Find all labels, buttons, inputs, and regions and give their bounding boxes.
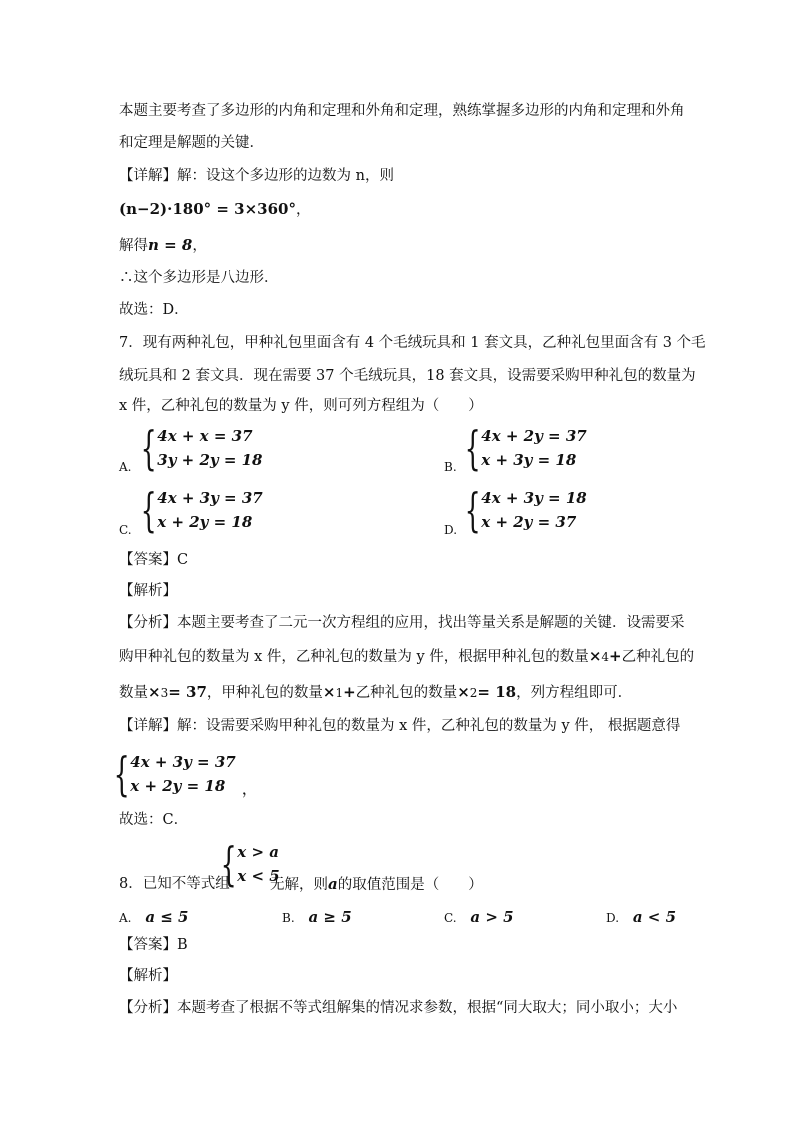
times-symbol: × [457,683,470,701]
q8-answer: 【答案】B [119,937,188,953]
q8-option-b [282,908,352,926]
q7-option-c-eq1: 4x + 3y = 37 [157,489,263,507]
q6-equation-line [119,199,310,220]
brace-icon: { [140,421,157,475]
q8-tail [270,874,483,895]
q6-solve-suffix: ， [192,238,207,254]
q8-option-a [119,908,188,926]
q6-conclusion: ∴这个多边形是八边形． [119,270,279,286]
q7-detail-eq2: x + 2y = 18 [130,776,226,795]
q8-option-d-math: a < 5 [632,908,677,926]
q7-analysis-n2: 2 [469,686,478,700]
times-symbol: × [588,647,602,665]
q8-option-d [606,908,676,926]
q7-option-c-system [140,483,263,537]
q7-analysis-eq-18: = 18 [477,683,517,701]
brace-icon: { [220,837,237,891]
q8-option-c-math: a > 5 [470,908,514,926]
q8-eq1: x > a [237,843,279,861]
q7-option-b-label: B. [444,460,457,474]
q7-option-c-eq2: x + 2y = 18 [157,513,253,531]
q7-detail-system [113,748,258,799]
intro-line-1: 本题主要考查了多边形的内角和定理和外角和定理，熟练掌握多边形的内角和定理和外角 [119,103,685,119]
q7-option-c-label: C. [119,523,132,537]
brace-icon: { [464,421,481,475]
plus-symbol: + [609,647,622,665]
brace-icon: { [140,483,157,537]
q7-option-a-system [140,421,263,475]
q7-analysis-line-2-text: 购甲种礼包的数量为 x 件，乙种礼包的数量为 y 件，根据甲种礼包的数量 [119,649,589,665]
q8-analysis-header: 【解析】 [119,968,177,984]
q8-mid: 无解，则 [270,877,328,893]
q7-analysis-eq-37: = 37 [168,683,207,701]
q7-option-b-eq1: 4x + 2y = 37 [481,427,587,445]
q8-eq2: x < 5 [237,867,280,885]
q7-option-a-eq2: 3y + 2y = 18 [157,451,263,469]
q6-equation: (n−2)·180° = 3×360° [119,200,296,218]
q7-option-d-label: D. [444,523,458,537]
q8-option-c [444,908,514,926]
q7-analysis-line-1: 【分析】本题主要考查了二元一次方程组的应用，找出等量关系是解题的关键．设需要采 [119,615,685,631]
q8-analysis-line-1: 【分析】本题考查了根据不等式组解集的情况求参数，根据“同大取大；同小取小；大小 [119,1000,678,1016]
q8-option-c-label: C. [444,911,457,925]
q7-analysis-n1: 1 [335,686,344,700]
brace-icon: { [464,483,481,537]
times-symbol: × [322,683,336,701]
q7-analysis-line-3-a: 数量 [119,685,148,701]
q7-detail-eq1: 4x + 3y = 37 [130,752,236,771]
q7-detail-suffix: ， [241,779,258,798]
q7-option-d-eq2: x + 2y = 37 [481,513,577,531]
q8-option-b-math: a ≥ 5 [308,908,352,926]
q7-option-d-eq1: 4x + 3y = 18 [481,489,587,507]
q7-analysis-line-3-b: ，甲种礼包的数量 [206,685,323,701]
q7-option-b-system [464,421,587,475]
q7-analysis-header: 【解析】 [119,583,177,599]
q7-option-a-label: A. [119,460,132,474]
q7-line-3: x 件，乙种礼包的数量为 y 件，则可列方程组为（ ） [119,398,483,414]
q8-suffix: 的取值范围是（ ） [337,877,483,893]
q7-choice: 故选：C． [119,812,189,828]
q7-analysis-line-3-c: 乙种礼包的数量 [355,685,458,701]
q6-solve-line [119,235,207,256]
q6-equation-suffix: ， [295,202,311,218]
q7-answer: 【答案】C [119,552,189,568]
q8-option-b-label: B. [282,911,295,925]
q7-analysis-line-2-end: 乙种礼包的 [621,649,695,665]
q7-detail: 【详解】解：设需要采购甲种礼包的数量为 x 件，乙种礼包的数量为 y 件， 根据题意得 [119,718,681,734]
q8-prefix: 8．已知不等式组 [119,876,230,892]
q6-choice: 故选：D． [119,302,189,318]
q8-option-d-label: D. [606,911,620,925]
q7-option-d-system [464,483,587,537]
q7-line-1: 7．现有两种礼包，甲种礼包里面含有 4 个毛绒玩具和 1 套文具，乙种礼包里面含有 3 个毛 [119,335,706,351]
q6-solve-math: n = 8 [148,236,193,254]
q7-option-b-eq2: x + 3y = 18 [481,451,577,469]
brace-icon: { [113,746,130,801]
q7-option-a-eq1: 4x + x = 37 [157,427,253,445]
intro-line-2: 和定理是解题的关键． [119,135,264,151]
plus-symbol: + [343,683,356,701]
q6-detail: 【详解】解：设这个多边形的边数为 n，则 [119,168,394,184]
q7-analysis-line-3 [119,682,632,703]
q7-analysis-n3: 3 [160,686,169,700]
q8-a-math: a [328,875,338,893]
q7-analysis-line-2 [119,646,694,667]
q7-analysis-n4: 4 [601,650,610,664]
q8-option-a-math: a ≤ 5 [145,908,189,926]
q8-option-a-label: A. [119,911,132,925]
times-symbol: × [148,683,161,701]
q6-solve-prefix: 解得 [119,238,148,254]
q7-analysis-line-3-d: ，列方程组即可． [516,685,633,701]
q7-line-2: 绒玩具和 2 套文具．现在需要 37 个毛绒玩具，18 套文具，设需要采购甲种礼包的数量为 [119,368,696,384]
